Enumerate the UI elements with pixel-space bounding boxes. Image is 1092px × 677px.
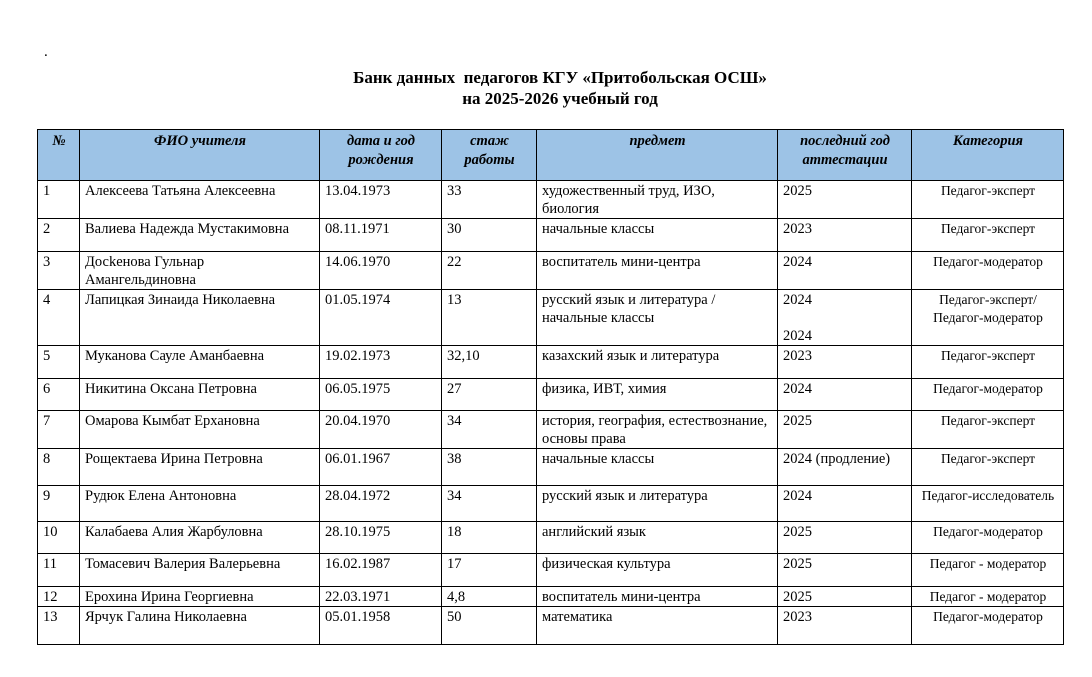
row-fio: Ярчук Галина Николаевна — [80, 607, 320, 645]
row-experience: 34 — [442, 411, 537, 449]
row-experience: 38 — [442, 449, 537, 486]
row-num: 3 — [38, 252, 80, 290]
row-category: Педагог-модератор — [912, 607, 1064, 645]
row-birth: 28.04.1972 — [320, 486, 442, 522]
header-fio: ФИО учителя — [80, 130, 320, 181]
row-fio: Рудюк Елена Антоновна — [80, 486, 320, 522]
row-experience: 18 — [442, 522, 537, 554]
row-birth: 19.02.1973 — [320, 346, 442, 379]
table-row — [38, 486, 1064, 522]
row-experience: 33 — [442, 181, 537, 219]
row-birth: 01.05.1974 — [320, 290, 442, 346]
row-category: Педагог-эксперт — [912, 449, 1064, 486]
table-body — [38, 181, 1064, 645]
row-attestation-year: 2023 — [778, 219, 912, 252]
row-birth: 06.05.1975 — [320, 379, 442, 411]
row-num: 10 — [38, 522, 80, 554]
row-category: Педагог-исследователь — [912, 486, 1064, 522]
row-birth: 05.01.1958 — [320, 607, 442, 645]
row-subject: начальные классы — [537, 449, 778, 486]
row-subject: казахский язык и литература — [537, 346, 778, 379]
row-fio: Муканова Сауле Аманбаевна — [80, 346, 320, 379]
row-subject: история, география, естествознание, основы права — [537, 411, 778, 449]
row-subject: русский язык и литература /начальные классы — [537, 290, 778, 346]
table-row — [38, 181, 1064, 219]
row-category: Педагог-модератор — [912, 252, 1064, 290]
row-attestation-year: 2024 — [778, 252, 912, 290]
row-attestation-year: 2025 — [778, 411, 912, 449]
row-subject: художественный труд, ИЗО, биология — [537, 181, 778, 219]
row-attestation-year: 2024 2024 — [778, 290, 912, 346]
row-experience: 30 — [442, 219, 537, 252]
row-subject: физика, ИВТ, химия — [537, 379, 778, 411]
row-num: 8 — [38, 449, 80, 486]
row-category: Педагог-эксперт — [912, 411, 1064, 449]
row-attestation-year: 2024 — [778, 379, 912, 411]
table-row — [38, 554, 1064, 587]
row-birth: 06.01.1967 — [320, 449, 442, 486]
table-row — [38, 219, 1064, 252]
row-num: 9 — [38, 486, 80, 522]
row-experience: 17 — [442, 554, 537, 587]
row-birth: 22.03.1971 — [320, 587, 442, 607]
row-attestation-year: 2023 — [778, 607, 912, 645]
row-attestation-year: 2024 (продление) — [778, 449, 912, 486]
header-num: № — [38, 130, 80, 181]
row-birth: 14.06.1970 — [320, 252, 442, 290]
table-row — [38, 379, 1064, 411]
row-subject: математика — [537, 607, 778, 645]
row-fio: Калабаева Алия Жарбуловна — [80, 522, 320, 554]
header-category: Категория — [912, 130, 1064, 181]
header-subject: предмет — [537, 130, 778, 181]
row-num: 6 — [38, 379, 80, 411]
row-num: 5 — [38, 346, 80, 379]
row-attestation-year: 2025 — [778, 522, 912, 554]
row-subject: физическая культура — [537, 554, 778, 587]
row-experience: 32,10 — [442, 346, 537, 379]
row-attestation-year: 2025 — [778, 587, 912, 607]
row-subject: воспитатель мини-центра — [537, 252, 778, 290]
row-fio: Омарова Кымбат Ерхановна — [80, 411, 320, 449]
row-experience: 4,8 — [442, 587, 537, 607]
row-category: Педагог-модератор — [912, 522, 1064, 554]
row-experience: 34 — [442, 486, 537, 522]
row-num: 7 — [38, 411, 80, 449]
document-title: Банк данных педагогов КГУ «Притобольская ОСШ» — [353, 68, 767, 87]
table-header-row — [38, 130, 1064, 181]
teachers-table — [37, 129, 1064, 645]
row-num: 2 — [38, 219, 80, 252]
row-birth: 20.04.1970 — [320, 411, 442, 449]
row-fio: Валиева Надежда Мустакимовна — [80, 219, 320, 252]
row-fio: Томасевич Валерия Валерьевна — [80, 554, 320, 587]
row-fio: Алексеева Татьяна Алексеевна — [80, 181, 320, 219]
row-fio: Рощектаева Ирина Петровна — [80, 449, 320, 486]
row-attestation-year: 2024 — [778, 486, 912, 522]
row-attestation-year: 2025 — [778, 181, 912, 219]
row-subject: воспитатель мини-центра — [537, 587, 778, 607]
row-birth: 08.11.1971 — [320, 219, 442, 252]
table-row — [38, 411, 1064, 449]
header-birth: дата и год рождения — [320, 130, 442, 181]
row-num: 4 — [38, 290, 80, 346]
row-num: 12 — [38, 587, 80, 607]
row-experience: 27 — [442, 379, 537, 411]
row-category: Педагог-эксперт/ Педагог-модератор — [912, 290, 1064, 346]
row-attestation-year: 2025 — [778, 554, 912, 587]
header-experience: стаж работы — [442, 130, 537, 181]
row-birth: 13.04.1973 — [320, 181, 442, 219]
row-attestation-year: 2023 — [778, 346, 912, 379]
row-fio: Лапицкая Зинаида Николаевна — [80, 290, 320, 346]
table-row — [38, 290, 1064, 346]
document-subtitle: на 2025-2026 учебный год — [462, 89, 658, 108]
row-num: 1 — [38, 181, 80, 219]
page-marker: . — [44, 44, 48, 60]
row-subject: русский язык и литература — [537, 486, 778, 522]
row-category: Педагог-эксперт — [912, 219, 1064, 252]
row-category: Педагог-модератор — [912, 379, 1064, 411]
row-category: Педагог-эксперт — [912, 181, 1064, 219]
row-birth: 28.10.1975 — [320, 522, 442, 554]
row-subject: английский язык — [537, 522, 778, 554]
row-category: Педагог - модератор — [912, 587, 1064, 607]
table-row — [38, 607, 1064, 645]
table-row — [38, 252, 1064, 290]
row-fio: Никитина Оксана Петровна — [80, 379, 320, 411]
table-row — [38, 522, 1064, 554]
table-row — [38, 346, 1064, 379]
row-category: Педагог-эксперт — [912, 346, 1064, 379]
header-attestation: последний год аттестации — [778, 130, 912, 181]
table-row — [38, 587, 1064, 607]
row-experience: 22 — [442, 252, 537, 290]
row-experience: 13 — [442, 290, 537, 346]
row-fio: Ерохина Ирина Георгиевна — [80, 587, 320, 607]
row-birth: 16.02.1987 — [320, 554, 442, 587]
table-row — [38, 449, 1064, 486]
row-category: Педагог - модератор — [912, 554, 1064, 587]
row-experience: 50 — [442, 607, 537, 645]
row-num: 13 — [38, 607, 80, 645]
row-subject: начальные классы — [537, 219, 778, 252]
row-num: 11 — [38, 554, 80, 587]
row-fio: Досkенова Гульнар Амангельдиновна — [80, 252, 320, 290]
